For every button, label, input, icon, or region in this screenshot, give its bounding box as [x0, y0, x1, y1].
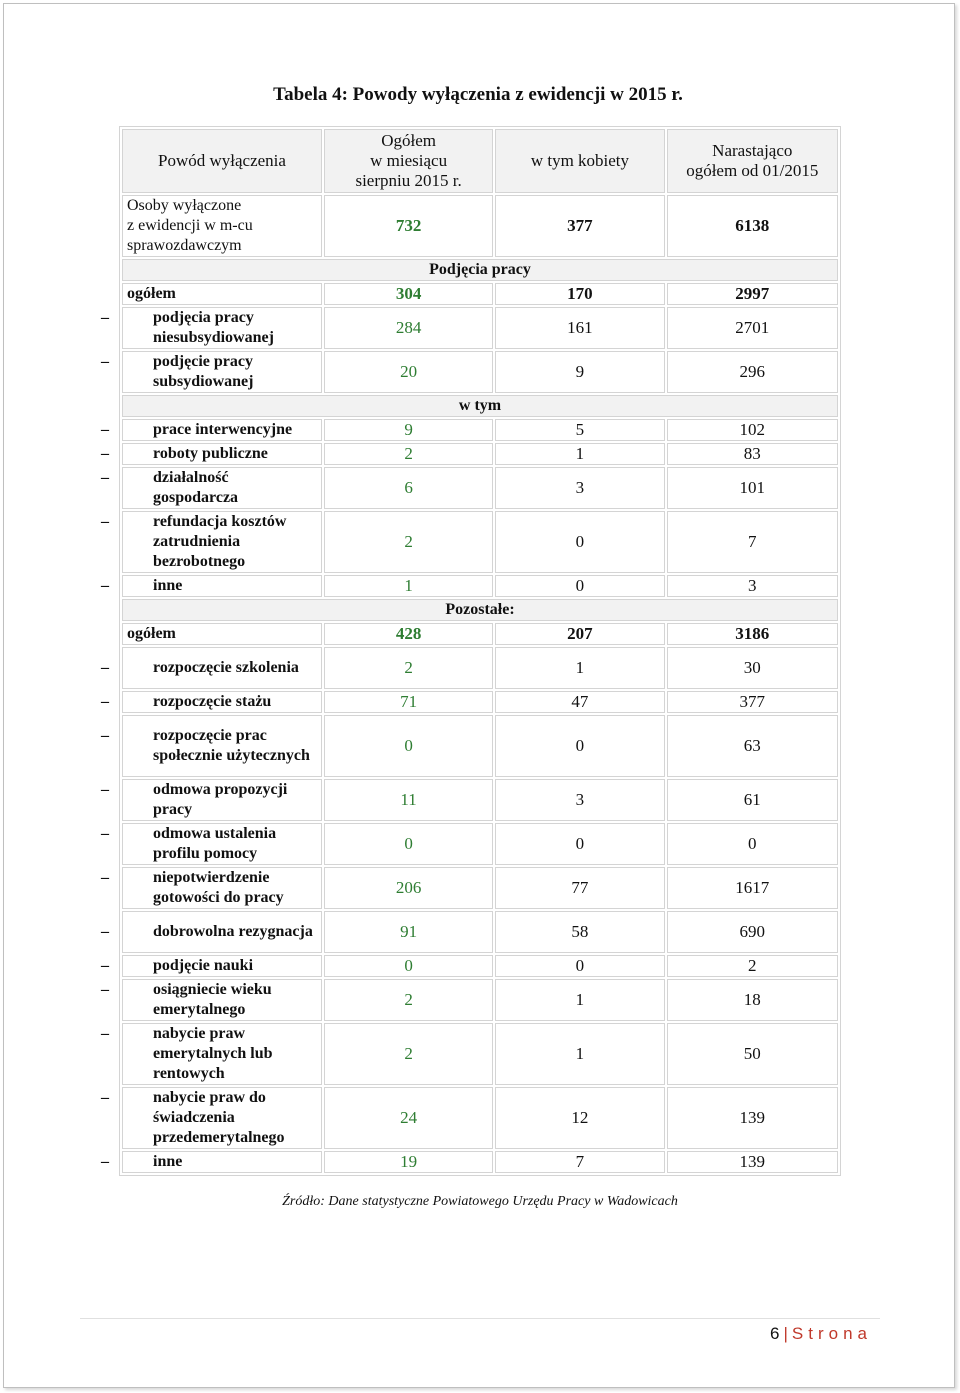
value-month: 206 — [324, 867, 493, 909]
value-month: 2 — [324, 979, 493, 1021]
row-label: – podjęcie nauki — [122, 955, 322, 977]
value-month: 2 — [324, 443, 493, 465]
value-month: 91 — [324, 911, 493, 953]
value-cumulative: 3186 — [667, 623, 838, 645]
row-label: – odmowa ustalenia profilu pomocy — [122, 823, 322, 865]
page-number: 6 — [770, 1324, 780, 1343]
value-cumulative: 139 — [667, 1087, 838, 1149]
table-row — [122, 351, 838, 393]
source-note: Źródło: Dane statystyczne Powiatowego Urzędu Pracy w Wadowicach — [282, 1194, 678, 1209]
value-women: 0 — [495, 715, 664, 777]
row-label: – podjęcie pracy subsydiowanej — [122, 351, 322, 393]
summary-value-cumulative: 6138 — [667, 195, 838, 257]
table-title: Tabela 4: Powody wyłączenia z ewidencji w 2015 r. — [273, 84, 683, 105]
value-cumulative: 61 — [667, 779, 838, 821]
value-month: 2 — [324, 647, 493, 689]
row-label: – nabycie praw emerytalnych lub rentowych — [122, 1023, 322, 1085]
summary-value-month: 732 — [324, 195, 493, 257]
header-total-month: Ogółem w miesiącu sierpniu 2015 r. — [324, 129, 493, 193]
value-women: 170 — [495, 283, 664, 305]
row-label: – rozpoczęcie prac społecznie użytecznych — [122, 715, 322, 777]
value-month: 0 — [324, 823, 493, 865]
value-women: 58 — [495, 911, 664, 953]
row-label: – rozpoczęcie stażu — [122, 691, 322, 713]
value-women: 77 — [495, 867, 664, 909]
value-women: 3 — [495, 467, 664, 509]
table-row — [122, 283, 838, 305]
value-cumulative: 2701 — [667, 307, 838, 349]
value-month: 284 — [324, 307, 493, 349]
table-row — [122, 647, 838, 689]
value-women: 1 — [495, 1023, 664, 1085]
value-cumulative: 139 — [667, 1151, 838, 1173]
row-label: – refundacja kosztów zatrudnienia bezrobotnego — [122, 511, 322, 573]
table-row — [122, 911, 838, 953]
table-row — [122, 511, 838, 573]
value-month: 24 — [324, 1087, 493, 1149]
value-month: 19 — [324, 1151, 493, 1173]
footer-label: Strona — [791, 1324, 872, 1343]
value-month: 428 — [324, 623, 493, 645]
table-row — [122, 691, 838, 713]
row-label: ogółem — [122, 283, 322, 305]
value-month: 0 — [324, 955, 493, 977]
value-month: 9 — [324, 419, 493, 441]
value-cumulative: 377 — [667, 691, 838, 713]
value-month: 2 — [324, 511, 493, 573]
page-footer — [770, 1324, 872, 1344]
value-cumulative: 296 — [667, 351, 838, 393]
value-women: 12 — [495, 1087, 664, 1149]
row-label: – inne — [122, 575, 322, 597]
table-row — [122, 419, 838, 441]
row-label: – prace interwencyjne — [122, 419, 322, 441]
row-label: – podjęcia pracy niesubsydiowanej — [122, 307, 322, 349]
row-label: – działalność gospodarcza — [122, 467, 322, 509]
value-cumulative: 101 — [667, 467, 838, 509]
table-row — [122, 307, 838, 349]
value-women: 1 — [495, 979, 664, 1021]
value-cumulative: 18 — [667, 979, 838, 1021]
data-table — [101, 126, 841, 1176]
footer-divider — [80, 1318, 880, 1319]
row-label: – dobrowolna rezygnacja — [122, 911, 322, 953]
value-cumulative: 2 — [667, 955, 838, 977]
row-label: – inne — [122, 1151, 322, 1173]
table-row — [122, 779, 838, 821]
footer-separator: | — [783, 1324, 788, 1343]
table-row — [122, 955, 838, 977]
value-cumulative: 2997 — [667, 283, 838, 305]
value-cumulative: 30 — [667, 647, 838, 689]
value-women: 161 — [495, 307, 664, 349]
value-cumulative: 50 — [667, 1023, 838, 1085]
section-of-which: w tym — [122, 395, 838, 417]
table-row — [122, 1151, 838, 1173]
value-cumulative: 1617 — [667, 867, 838, 909]
value-month: 304 — [324, 283, 493, 305]
value-cumulative: 690 — [667, 911, 838, 953]
table-row — [122, 443, 838, 465]
value-women: 0 — [495, 955, 664, 977]
value-women: 7 — [495, 1151, 664, 1173]
value-month: 20 — [324, 351, 493, 393]
value-women: 1 — [495, 443, 664, 465]
value-month: 0 — [324, 715, 493, 777]
value-women: 0 — [495, 575, 664, 597]
value-month: 6 — [324, 467, 493, 509]
value-women: 9 — [495, 351, 664, 393]
value-cumulative: 83 — [667, 443, 838, 465]
summary-row — [122, 195, 838, 257]
value-cumulative: 7 — [667, 511, 838, 573]
table-row — [122, 867, 838, 909]
table-row — [122, 1023, 838, 1085]
table-row — [122, 979, 838, 1021]
value-cumulative: 63 — [667, 715, 838, 777]
value-month: 2 — [324, 1023, 493, 1085]
row-label: – osiągniecie wieku emerytalnego — [122, 979, 322, 1021]
table-row — [122, 1087, 838, 1149]
value-women: 0 — [495, 511, 664, 573]
summary-label: Osoby wyłączone z ewidencji w m-cu sprawozdawczym — [122, 195, 322, 257]
table-row — [122, 623, 838, 645]
table-row — [122, 575, 838, 597]
table-row — [122, 715, 838, 777]
value-month: 1 — [324, 575, 493, 597]
value-cumulative: 3 — [667, 575, 838, 597]
section-other: Pozostałe: — [122, 599, 838, 621]
value-month: 71 — [324, 691, 493, 713]
value-women: 47 — [495, 691, 664, 713]
value-women: 0 — [495, 823, 664, 865]
row-label: ogółem — [122, 623, 322, 645]
section-employment: Podjęcia pracy — [122, 259, 838, 281]
value-cumulative: 0 — [667, 823, 838, 865]
table-row — [122, 467, 838, 509]
row-label: – odmowa propozycji pracy — [122, 779, 322, 821]
value-women: 1 — [495, 647, 664, 689]
header-cumulative: Narastająco ogółem od 01/2015 — [667, 129, 838, 193]
value-women: 207 — [495, 623, 664, 645]
row-label: – niepotwierdzenie gotowości do pracy — [122, 867, 322, 909]
summary-value-women: 377 — [495, 195, 664, 257]
value-cumulative: 102 — [667, 419, 838, 441]
value-women: 3 — [495, 779, 664, 821]
table-row — [122, 823, 838, 865]
row-label: – roboty publiczne — [122, 443, 322, 465]
header-reason: Powód wyłączenia — [122, 129, 322, 193]
row-label: – rozpoczęcie szkolenia — [122, 647, 322, 689]
value-month: 11 — [324, 779, 493, 821]
header-women: w tym kobiety — [495, 129, 664, 193]
value-women: 5 — [495, 419, 664, 441]
row-label: – nabycie praw do świadczenia przedemerytalnego — [122, 1087, 322, 1149]
